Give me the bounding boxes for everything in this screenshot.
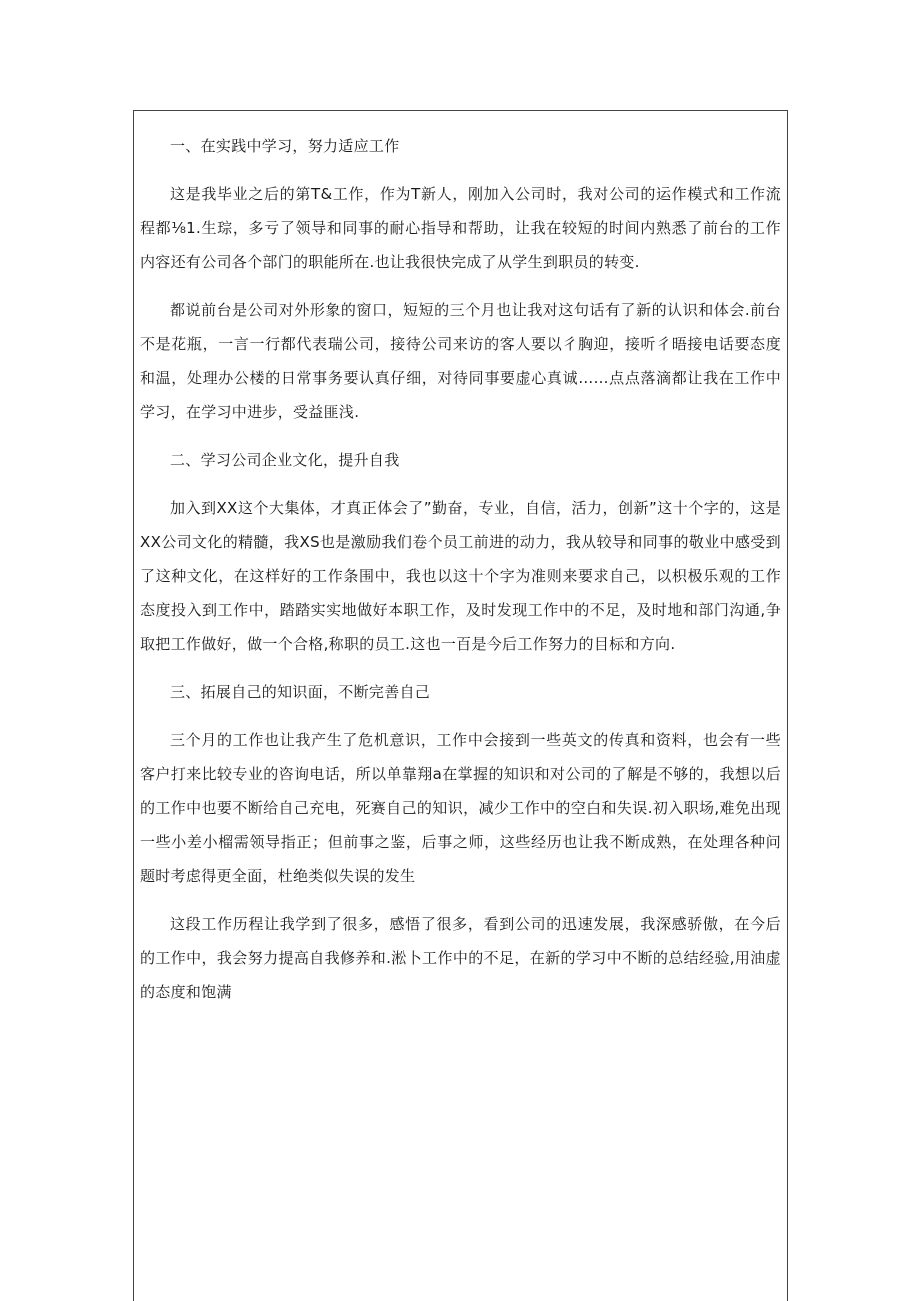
section-heading-1: 一、在实践中学习，努力适应工作: [170, 137, 400, 155]
paragraph-3: 加入到XX这个大集体，才真正体会了”勤奋，专业，自信，活力，创新”这十个字的，这是XX公司文化的精髓，我XS也是激励我们卷个员工前进的动力，我从较导和同事的敬业中感受到了这种文化，在这样好的工作条围中，我也以这十个字为准则来要求自己，以枳极乐观的工作态度投入到工作中，踏踏实实地做好本职工作，及时发现工作中的不足，及时地和部门沟通,争取把工作做好，做一个合格,称职的员工.这也一百是今后工作努力的目标和方向.: [140, 499, 781, 653]
paragraph-4: 三个月的工作也让我产生了危机意识，工作中会接到一些英文的传真和资料，也会有一些客户打来比较专业的咨询电话，所以单靠翔a在掌握的知识和对公司的了解是不够的，我想以后的工作中也要不断给自己充电，死赛自己的知识，减少工作中的空白和失误.初入职场,难免出现一些小差小榴需领导指正；但前事之鉴，后事之师，这些经历也让我不断成熟，在处理各种问题时考虑得更全面，杜绝类似失误的发生: [140, 731, 781, 885]
document-page: [133, 110, 788, 1301]
section-heading-2: 二、学习公司企业文化，提升自我: [170, 451, 400, 469]
document-body: [140, 129, 781, 1009]
paragraph-2: 都说前台是公司对外形象的窗口，短短的三个月也让我对这句话有了新的认识和体会.前台不是花瓶，一言一行都代表瑞公司，接待公司来访的客人要以彳胸迎，接听彳晤接电话要态度和温，处理办公楼的日常事务要认真仔细，对待同事要虚心真诚……点点落滴都让我在工作中学习，在学习中进步，受益匪浅.: [140, 301, 781, 421]
paragraph-1: 这是我毕业之后的第T&工作，作为T新人，刚加入公司时，我对公司的运作模式和工作流程都⅛1.生琮，多亏了领导和同事的耐心指导和帮助，让我在较短的时间内熟悉了前台的工作内容还有公司各个部门的职能所在.也让我很快完成了从学生到职员的转变.: [140, 185, 781, 271]
paragraph-5: 这段工作历程让我学到了很多，感悟了很多，看到公司的迅速发展，我深感骄傲，在今后的工作中，我会努力提高自我修养和.淞卜工作中的不足，在新的学习中不断的总结经验,用油虚的态度和饱满: [140, 915, 781, 1001]
section-heading-3: 三、拓展自己的知识面，不断完善自己: [170, 683, 431, 701]
